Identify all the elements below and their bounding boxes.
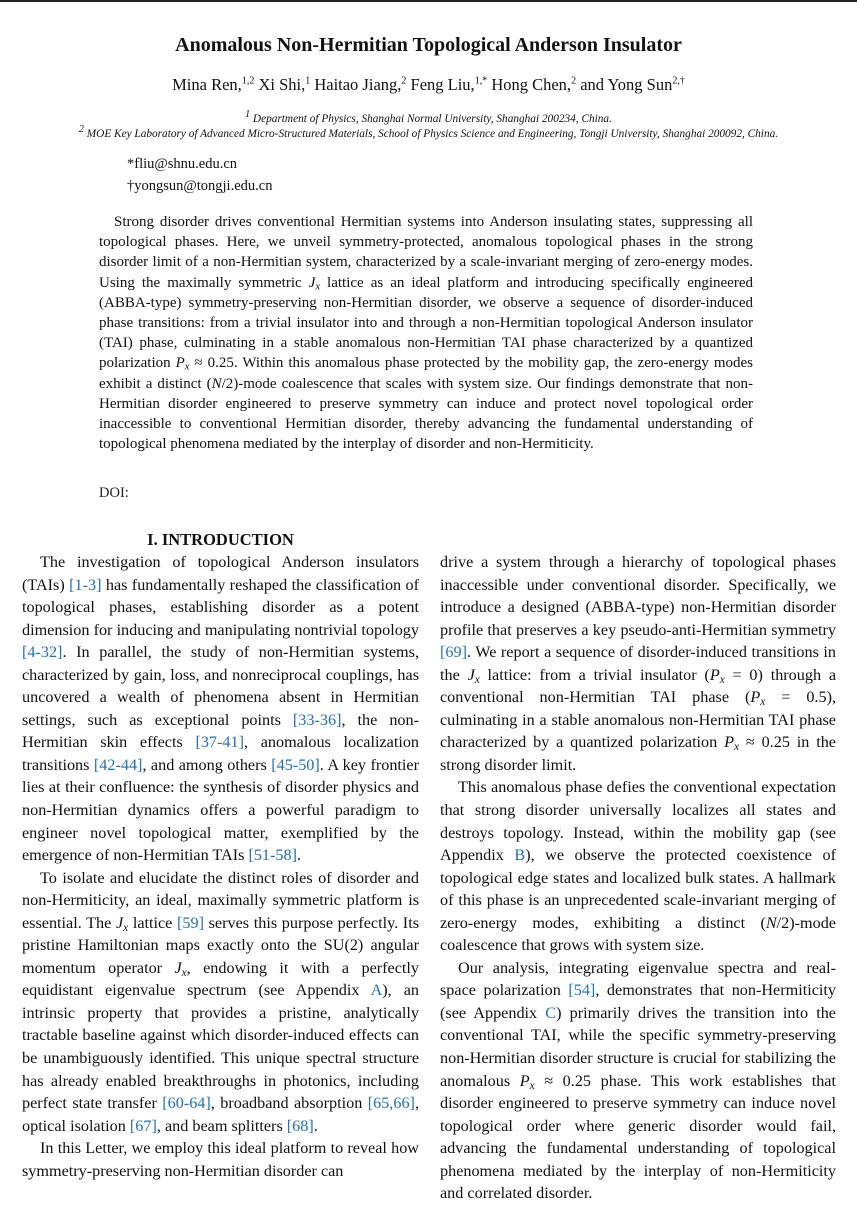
text-run: , endowing it with a perfectly equidistant eigenvalue spectrum (see Appendix: [22, 958, 419, 1000]
citation-link[interactable]: [42-44]: [93, 755, 143, 774]
affiliation-text: MOE Key Laboratory of Advanced Micro-Structured Materials, School of Physics Science and Engineering, Tongji University, Shanghai 200092, China.: [83, 127, 779, 140]
text-run: in the strong disorder limit.: [440, 733, 836, 774]
email-corresponding-1[interactable]: *fliu@shnu.edu.cn: [127, 156, 238, 172]
text-run: phase. This work establishes that disorder engineered to preserve symmetry can induce novel topological order where generic disorder would fail, advancing the fundamental understanding of topological phenomena mediated by the interplay of non-Hermiticity and correlated disorder.: [440, 1071, 836, 1203]
affiliation-marker: 1: [245, 109, 251, 120]
text-run: , anomalous localization transitions: [22, 733, 419, 774]
math-subscript: x: [719, 673, 725, 686]
author-affiliation-marker: 1,*: [474, 75, 488, 87]
citation-link[interactable]: [67]: [129, 1116, 157, 1135]
math-expression: [116, 914, 128, 932]
math-symbol: P: [750, 688, 761, 707]
math-expression: [750, 688, 827, 709]
math-symbol: J: [308, 274, 316, 291]
author-list: [0, 75, 857, 95]
text-run: The investigation of topological Anderson insulators (TAIs): [22, 553, 419, 594]
math-symbol: N: [765, 913, 777, 932]
math-rest: = 0.5: [765, 688, 827, 707]
text-run: , and among others: [142, 755, 272, 774]
citation-link[interactable]: B: [514, 846, 526, 865]
author-affiliation-marker: 1: [305, 75, 311, 87]
text-run: , the non-Hermitian skin effects: [22, 710, 419, 752]
text-run: ), an intrinsic property that provides a pristine, analytically tractable baseline against which disorder-induced effects can be unambiguously identified. This unique spectral structure has already enabled breakthroughs in photonics, including perfect state transfer: [22, 981, 419, 1113]
text-run: /2)-mode coalescence that grows with system size.: [440, 913, 836, 955]
text-run: . We report a sequence of disorder-induced transitions in the: [440, 643, 836, 684]
paragraph: [440, 776, 836, 956]
affiliation-1: [0, 109, 857, 125]
math-symbol: J: [174, 958, 182, 977]
text-run: lattice as an ideal platform and introducing specifically engineered (ABBA-type) symmetry-preserving non-Hermitian disorder, we observe a sequence of disorder-induced phase transitions: from a trivial insulator into and through a non-Hermitian topological Anderson insulator (TAI) phase, culminating in a stable anomalous non-Hermitian TAI phase characterized by a quantized polarization: [99, 274, 753, 372]
text-run: To isolate and elucidate the distinct roles of disorder and non-Hermiticity, an ideal, maximally symmetric platform is essential. The: [22, 868, 419, 932]
text-run: In this Letter, we employ this ideal platform to reveal how symmetry-preserving non-Hermitian disorder can: [22, 1139, 419, 1180]
author-name: Xi Shi,: [254, 75, 306, 94]
math-subscript: x: [529, 1079, 535, 1092]
math-rest: ≈ 0.25: [189, 355, 234, 372]
math-symbol: P: [519, 1071, 530, 1090]
affiliation-2: [0, 124, 857, 140]
paragraph: [22, 1137, 419, 1182]
text-run: . A key frontier lies at their confluence: the synthesis of disorder physics and non-Hermitian dynamics offers a powerful paradigm to engineer novel topological matter, exemplified by the emergence of non-Hermitian TAIs: [22, 755, 419, 865]
text-run: serves this purpose perfectly. Its pristine Hamiltonian maps exactly onto the SU(2) angular momentum operator: [22, 913, 419, 977]
paragraph: [22, 551, 419, 867]
paragraph: [440, 957, 836, 1205]
math-expression: [175, 355, 234, 374]
author-affiliation-marker: 2,†: [672, 75, 685, 87]
paragraph: [440, 551, 836, 776]
paragraph: [22, 867, 419, 1138]
math-symbol: P: [709, 665, 720, 684]
math-symbol: N: [211, 375, 222, 392]
citation-link[interactable]: [1-3]: [69, 575, 102, 594]
citation-link[interactable]: A: [370, 981, 383, 1000]
math-symbol: J: [467, 665, 475, 684]
text-run: ), culminating in a stable anomalous non-Hermitian TAI phase characterized by a quantized polarization: [440, 688, 836, 752]
text-run: This anomalous phase defies the conventional expectation that strong disorder universally localizes all states and destroys topology. Instead, within the mobility gap (see Appendix: [440, 778, 836, 865]
citation-link[interactable]: [33-36]: [292, 710, 342, 729]
text-run: .: [313, 1116, 318, 1135]
math-subscript: x: [184, 362, 190, 374]
section-heading: I. INTRODUCTION: [147, 530, 294, 549]
text-run: .: [297, 846, 302, 865]
citation-link[interactable]: [54]: [568, 981, 596, 1000]
affiliation-text: Department of Physics, Shanghai Normal University, Shanghai 200234, China.: [250, 112, 612, 125]
math-symbol: P: [175, 355, 185, 372]
citation-link[interactable]: [4-32]: [22, 643, 63, 662]
text-run: ) through a conventional non-Hermitian TAI phase (: [440, 665, 837, 707]
author-name: Haitao Jiang,: [310, 75, 402, 94]
email-corresponding-2[interactable]: †yongsun@tongji.edu.cn: [127, 178, 273, 194]
author-name: Hong Chen,: [487, 75, 572, 94]
citation-link[interactable]: [59]: [177, 913, 204, 932]
math-symbol: P: [724, 733, 734, 752]
text-run: Strong disorder drives conventional Hermitian systems into Anderson insulating states, suppressing all topological phases. Here, we unveil symmetry-protected, anomalous topological phases in the strong disorder limit of a non-Hermitian system, characterized by a scale-invariant merging of zero-energy modes. Using the maximally symmetric: [99, 214, 753, 291]
text-run: lattice: [128, 913, 178, 932]
affiliation-marker: 2: [78, 124, 84, 135]
text-run: ) primarily drives the transition into the conventional TAI, while the specific symmetry-preserving non-Hermitian disorder structure is crucial for stabilizing the anomalous: [440, 1003, 836, 1090]
math-expression: [710, 666, 758, 684]
citation-link[interactable]: C: [545, 1003, 557, 1022]
text-run: has fundamentally reshaped the classification of topological phases, establishing disorder as a potent dimension for inducing and manipulating nontrivial topology: [22, 575, 419, 639]
math-expression: [468, 666, 480, 684]
author-affiliation-marker: 1,2: [241, 75, 255, 87]
author-affiliation-marker: 2: [571, 75, 577, 87]
math-rest: ≈ 0.25: [534, 1071, 592, 1090]
doi-label: DOI:: [99, 485, 129, 501]
math-subscript: x: [760, 696, 766, 709]
text-run: , optical isolation: [22, 1094, 419, 1135]
text-run: , and beam splitters: [156, 1116, 287, 1135]
citation-link[interactable]: [51-58]: [248, 846, 297, 865]
citation-link[interactable]: [37-41]: [195, 733, 244, 752]
math-subscript: x: [315, 281, 321, 293]
left-column: [22, 529, 419, 1202]
text-run: Our analysis, integrating eigenvalue spectra and real-space polarization: [440, 958, 836, 1000]
math-subscript: x: [733, 741, 740, 754]
paper-title: Anomalous Non-Hermitian Topological Anderson Insulator: [175, 34, 682, 56]
text-run: . In parallel, the study of non-Hermitian systems, characterized by gain, loss, and nonreciprocal couplings, has uncovered a wealth of phenomena absent in Hermitian settings, such as exceptional points: [22, 643, 419, 729]
author-name: Mina Ren,: [172, 75, 242, 94]
math-expression: [520, 1072, 591, 1090]
text-run: . Within this anomalous phase protected by the mobility gap, the zero-energy modes exhibit a distinct (: [99, 355, 754, 392]
math-expression: [174, 959, 186, 977]
text-run: , demonstrates that non-Hermiticity (see Appendix: [440, 981, 836, 1022]
right-column: [440, 551, 836, 1205]
math-rest: = 0: [724, 665, 758, 684]
math-expression: [309, 275, 320, 291]
math-expression: [724, 733, 790, 754]
citation-link[interactable]: [65,66]: [367, 1094, 415, 1113]
math-symbol: J: [115, 913, 124, 932]
citation-link[interactable]: [68]: [286, 1116, 314, 1135]
math-subscript: x: [123, 921, 129, 934]
author-affiliation-marker: 2: [401, 75, 407, 87]
author-name: and Yong Sun: [576, 75, 673, 94]
text-run: drive a system through a hierarchy of topological phases inaccessible under conventional disorder. Specifically, we introduce a designed (ABBA-type) non-Hermitian disorder profile that preserves a key pseudo-anti-Hermitian symmetry: [440, 553, 836, 639]
abstract: [99, 212, 753, 454]
text-run: /2)-mode coalescence that scales with system size. Our findings demonstrate that non-Hermitian disorder engineered to preserve symmetry can induce and protect novel topological order inaccessible to conventional Hermitian disorder, thereby advancing the fundamental understanding of topological phenomena mediated by the interplay of disorder and non-Hermiticity.: [99, 375, 753, 453]
text-run: ), we observe the protected coexistence of topological edge states and localized bulk states. A hallmark of this phase is an unprecedented scale-invariant merging of zero-energy modes, exhibiting a distinct (: [440, 846, 836, 932]
text-run: lattice: from a trivial insulator (: [479, 665, 710, 684]
citation-link[interactable]: [60-64]: [162, 1094, 211, 1113]
math-subscript: x: [181, 966, 187, 979]
citation-link[interactable]: [45-50]: [271, 755, 320, 774]
author-name: Feng Liu,: [406, 75, 475, 94]
math-rest: ≈ 0.25: [739, 733, 790, 752]
citation-link[interactable]: [69]: [440, 643, 467, 662]
text-run: , broadband absorption: [210, 1094, 368, 1113]
math-subscript: x: [474, 673, 480, 686]
